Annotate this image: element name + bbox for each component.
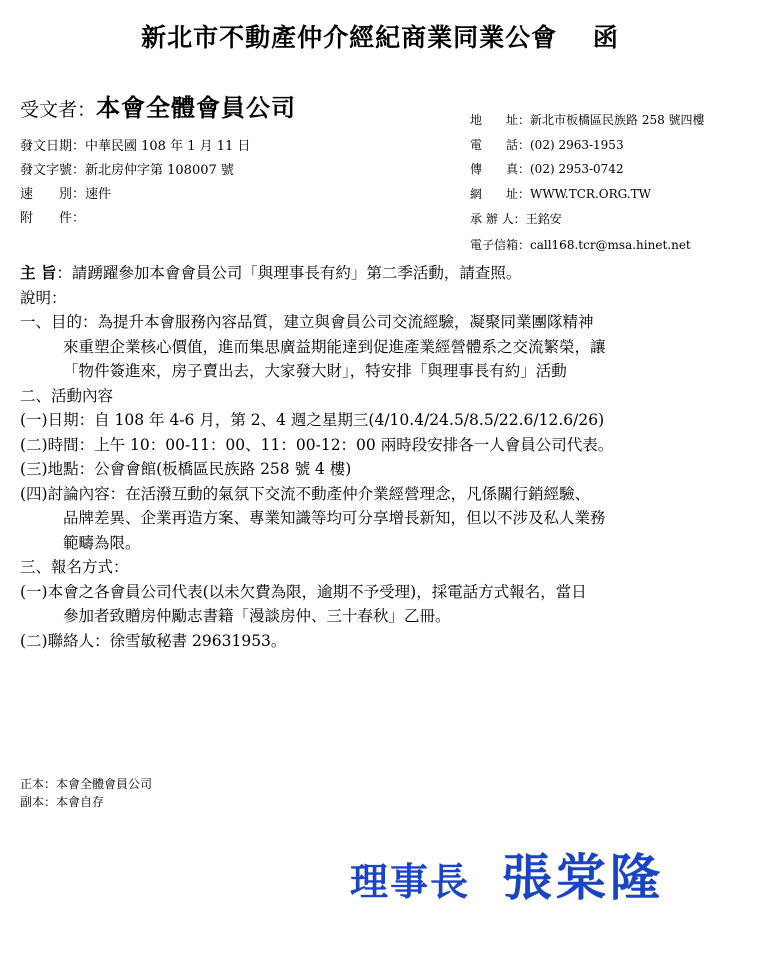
activity-topics-line-2: 品牌差異、企業再造方案、專業知識等均可分享增長新知，但以不涉及私人業務 [63,509,606,527]
registration-method: (一)本會之各會員公司代表(以未欠費為限，逾期不予受理)，採電話方式報名，當日 [20,582,587,601]
registration-method-line-2: 參加者致贈房仲勵志書籍「漫談房仲、三十春秋」乙冊。 [63,607,451,625]
letter-body [20,261,748,653]
activity-topics: (四)討論內容：在活潑互動的氣氛下交流不動產仲介業經營理念，凡係關行銷經驗、 [20,484,591,503]
explanation-heading: 說明： [20,288,67,307]
recipient-line [20,88,296,123]
subject-line [20,261,748,286]
contact-website: 網 址：WWW.TCR.ORG.TW [470,187,651,202]
section-purpose-line-3: 「物件簽進來，房子賣出去，大家發大財」，特安排「與理事長有約」活動 [63,362,567,380]
contact-block [470,108,705,258]
activity-location: (三)地點：公會會館(板橋區民族路 258 號 4 樓) [20,460,352,478]
carbon-copy: 副本：本會自存 [20,795,105,809]
contact-address: 地 址：新北市板橋區民族路 258 號四樓 [470,113,705,127]
recipient-value: 本會全體會員公司 [96,93,297,122]
section-purpose: 一、目的：為提升本會服務內容品質，建立與會員公司交流經驗，凝聚同業團隊精神 [20,313,594,331]
subject-text: ：請踴躍參加本會會員公司「與理事長有約」第二季活動，請查照。 [56,264,522,282]
signature-title: 理事長 [350,859,471,904]
signature-name: 張棠隆 [502,848,665,907]
contact-fax: 傳 真：(02) 2953-0742 [470,162,624,177]
contact-person: 承 辦 人：王銘安 [470,211,562,226]
urgency: 速 別：速件 [20,187,112,202]
original-copy: 正本：本會全體會員公司 [20,777,153,791]
registration-contact: (二)聯絡人：徐雪敏秘書 29631953。 [20,631,287,650]
attachments: 附 件： [20,211,86,226]
distribution-list [20,775,152,811]
issue-number: 發文字號：新北房仲字第 108007 號 [20,163,234,178]
document-title: 新北市不動產仲介經紀商業同業公會 函 [141,23,619,52]
section-purpose-line-2: 來重塑企業核心價值，進而集思廣益期能達到促進產業經營體系之交流繁榮，讓 [63,337,606,356]
contact-email: 電子信箱：call168.tcr@msa.hinet.net [470,238,691,253]
activity-date: (一)日期：自 108 年 4-6 月，第 2、4 週之星期三(4/10.4/24.5/8.5/22.6/12.6/26) [20,411,605,429]
activity-topics-line-3: 範疇為限。 [63,533,141,552]
issue-date: 發文日期：中華民國 108 年 1 月 11 日 [20,139,251,154]
contact-phone: 電 話：(02) 2963-1953 [470,137,624,152]
recipient-label: 受文者： [20,99,97,121]
subject-label: 主 旨 [20,263,57,282]
chairman-signature [350,838,664,910]
activity-time: (二)時間：上午 10：00-11：00、11：00-12：00 兩時段安排各一人會員公司代表。 [20,435,614,454]
section-activity-heading: 二、活動內容 [20,386,114,405]
section-registration-heading: 三、報名方式： [20,558,129,576]
document-meta [20,135,250,231]
